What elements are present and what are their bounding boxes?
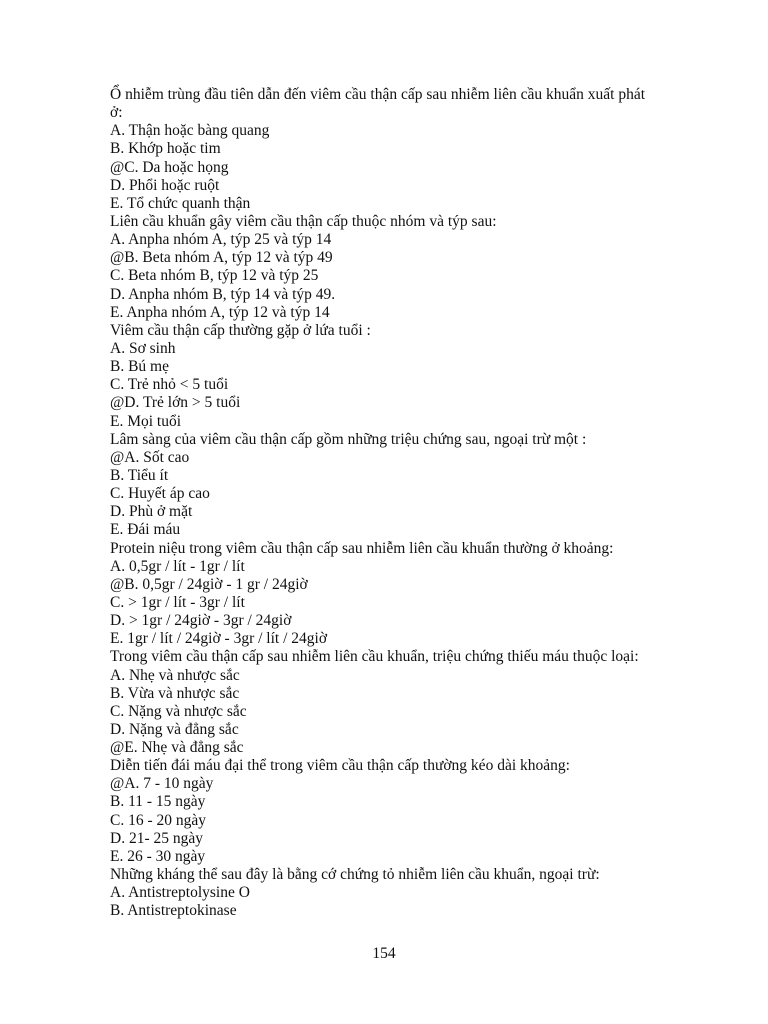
text-line: C. > 1gr / lít - 3gr / lít [110,593,245,611]
page-number: 154 [372,945,396,962]
text-line: D. Phổi hoặc ruột [110,176,220,194]
text-line: A. Thận hoặc bàng quang [110,122,270,140]
text-line: E. Tổ chức quanh thận [110,194,251,212]
text-line: C. Trẻ nhỏ < 5 tuổi [110,376,229,394]
text-line: Những kháng thể sau đây là bằng cớ chứng tỏ nhiễm liên cầu khuẩn, ngoại trừ: [110,866,600,884]
text-line: E. Đái máu [110,521,181,539]
text-line: E. Anpha nhóm A, týp 12 và týp 14 [110,303,330,321]
text-line: B. 11 - 15 ngày [110,793,206,811]
text-line: B. Vừa và nhược sắc [110,684,240,702]
text-line: Trong viêm cầu thận cấp sau nhiễm liên cầu khuẩn, triệu chứng thiếu máu thuộc loại: [110,648,639,666]
text-line: E. Mọi tuổi [110,412,182,430]
text-line: Liên cầu khuẩn gây viêm cầu thận cấp thuộc nhóm và týp sau: [110,212,497,230]
text-line: @B. 0,5gr / 24giờ - 1 gr / 24giờ [110,575,308,593]
text-line: B. Bú mẹ [110,358,169,376]
text-line: A. Sơ sinh [110,339,176,357]
text-line: C. Huyết áp cao [110,485,210,503]
text-line: D. 21- 25 ngày [110,829,203,847]
text-line: @C. Da hoặc họng [110,158,229,176]
text-line: ở: [110,104,123,122]
document-body [110,86,700,920]
text-line: D. Anpha nhóm B, týp 14 và týp 49. [110,285,336,303]
text-line: B. Tiểu ít [110,466,169,484]
text-line: Diễn tiến đái máu đại thể trong viêm cầu thận cấp thường kéo dài khoảng: [110,757,570,775]
text-line: D. > 1gr / 24giờ - 3gr / 24giờ [110,612,292,630]
text-line: A. Nhẹ và nhược sắc [110,666,240,684]
text-line: A. 0,5gr / lít - 1gr / lít [110,557,245,575]
text-line: Viêm cầu thận cấp thường gặp ở lứa tuổi : [110,321,371,339]
text-line: D. Nặng và đẳng sắc [110,720,239,738]
text-line: Protein niệu trong viêm cầu thận cấp sau nhiễm liên cầu khuẩn thường ở khoảng: [110,539,614,557]
text-line: B. Antistreptokinase [110,902,237,920]
text-line: @D. Trẻ lớn > 5 tuổi [110,394,241,412]
text-line: D. Phù ở mặt [110,503,193,521]
text-line: C. Beta nhóm B, týp 12 và týp 25 [110,267,319,285]
text-line: A. Antistreptolysine O [110,884,250,902]
text-line: C. Nặng và nhược sắc [110,702,247,720]
text-line: @E. Nhẹ và đẳng sắc [110,739,244,757]
text-line: @A. Sốt cao [110,448,190,466]
text-line: C. 16 - 20 ngày [110,811,207,829]
text-line: B. Khớp hoặc tim [110,140,221,158]
text-line: A. Anpha nhóm A, týp 25 và týp 14 [110,231,332,249]
text-line: E. 26 - 30 ngày [110,847,206,865]
text-line: @B. Beta nhóm A, týp 12 và týp 49 [110,249,333,267]
text-line: Ổ nhiễm trùng đầu tiên dẫn đến viêm cầu thận cấp sau nhiễm liên cầu khuẩn xuất phát [110,86,646,103]
text-line: Lâm sàng của viêm cầu thận cấp gồm những triệu chứng sau, ngoại trừ một : [110,430,587,448]
text-line: @A. 7 - 10 ngày [110,775,214,793]
text-line: E. 1gr / lít / 24giờ - 3gr / lít / 24giờ [110,630,328,648]
